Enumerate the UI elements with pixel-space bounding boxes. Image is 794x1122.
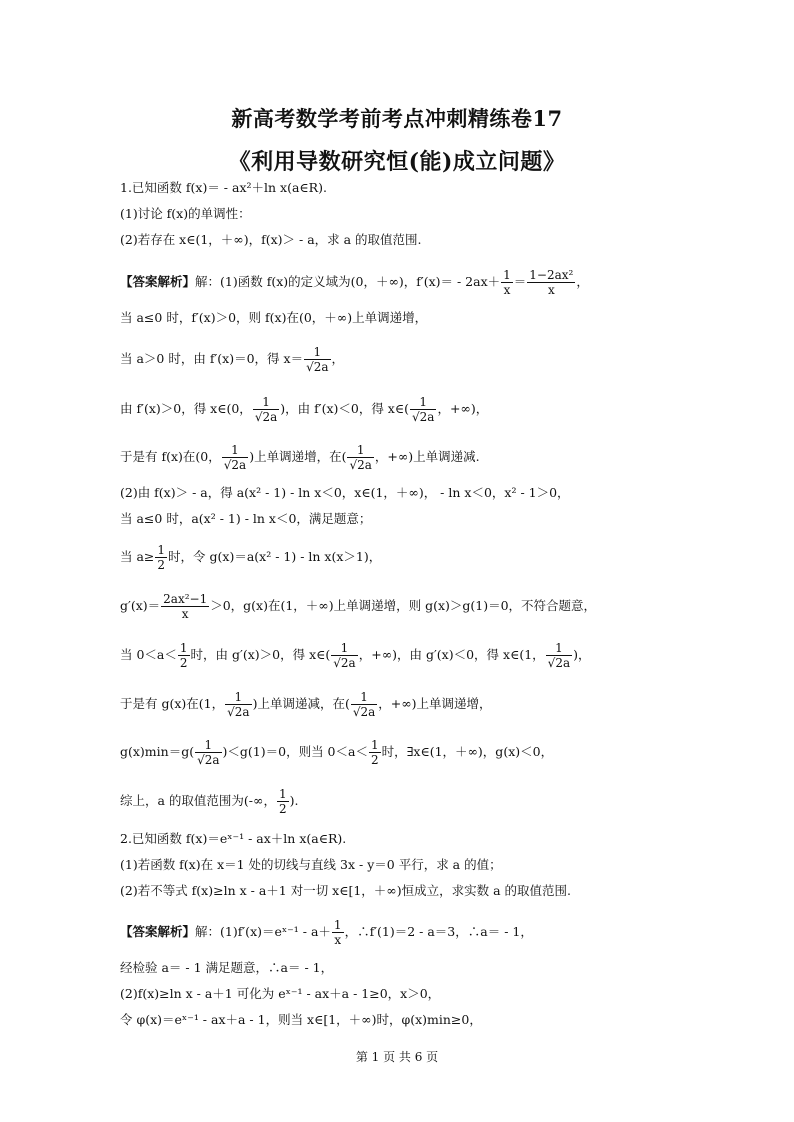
fraction: $\frac{\text{1−2ax²}}{x}$ <box>529 268 574 297</box>
fraction: $\frac{1}{√2a}$ <box>306 345 329 374</box>
q1-answer-line-9: g′(x)＝ $\frac{\text{2ax²−1}}{x}$ ＞0，g(x)在(1，＋∞)上单调递增，则 g(x)＞g(1)＝0，不符合题意， <box>120 592 597 621</box>
fraction: $\frac{1}{√2a}$ <box>547 641 571 670</box>
page-footer: 第 1 页 共 6 页 <box>355 1050 439 1064</box>
q1-answer-line-1: 【答案解析】解：(1)函数 f(x)的定义域为(0，＋∞)，f′(x)＝ - 2ax＋ $\frac{1}{x}$ ＝ $\frac{\text{1−2ax²}}{x}$ ， <box>120 268 589 297</box>
q2-answer-line-3: (2)f(x)≥ln x - a＋1 可化为 eˣ⁻¹ - ax＋a - 1≥0，x＞0， <box>120 986 441 1001</box>
fraction: $\frac{1}{√2a}$ <box>223 443 247 472</box>
page-subtitle: 《利用导数研究恒(能)成立问题》 <box>228 149 566 175</box>
q2-answer-line-2: 经检验 a＝ - 1 满足题意，∴a＝ - 1， <box>120 960 334 975</box>
fraction: $\frac{1}{2}$ <box>157 543 166 572</box>
q1-answer-line-3: 当 a＞0 时，由 f′(x)＝0，得 x＝ $\frac{1}{√2a}$ ， <box>120 345 345 374</box>
q2-answer-line-4: 令 φ(x)＝eˣ⁻¹ - ax＋a - 1，则当 x∈[1，＋∞)时，φ(x)min≥0， <box>120 1012 482 1027</box>
fraction: $\frac{1}{√2a}$ <box>333 641 356 670</box>
q1-answer-line-2: 当 a≤0 时，f′(x)＞0，则 f(x)在(0，＋∞)上单调递增， <box>120 310 428 325</box>
q1-answer-line-11: 于是有 g(x)在(1， $\frac{1}{√2a}$ )上单调递减，在( $\frac{1}{√2a}$ ，+∞)上单调递增， <box>120 690 492 719</box>
q1-answer-line-12: g(x)min＝g( $\frac{1}{√2a}$ )＜g(1)＝0，则当 0＜a＜ $\frac{1}{2}$ 时，∃x∈(1，＋∞)，g(x)＜0， <box>120 738 554 767</box>
q1-answer-line-7: 当 a≤0 时，a(x² - 1) - ln x＜0，满足题意； <box>120 511 372 526</box>
q1-answer-line-5: 于是有 f(x)在(0， $\frac{1}{√2a}$ )上单调递增，在( $\frac{1}{√2a}$ ，+∞)上单调递减. <box>120 443 480 472</box>
fraction: $\frac{1}{√2a}$ <box>227 690 250 719</box>
q1-stem: 1.已知函数 f(x)＝ - ax²＋ln x(a∈R). <box>120 180 327 195</box>
fraction: $\frac{1}{2}$ <box>370 738 379 767</box>
q1-part1: (1)讨论 f(x)的单调性： <box>120 206 251 221</box>
q2-stem: 2.已知函数 f(x)＝eˣ⁻¹ - ax＋ln x(a∈R). <box>120 831 347 846</box>
fraction: $\frac{1}{2}$ <box>278 787 287 816</box>
q2-part1: (1)若函数 f(x)在 x＝1 处的切线与直线 3x - y＝0 平行，求 a 的值； <box>120 857 502 872</box>
fraction: $\frac{1}{√2a}$ <box>254 395 278 424</box>
fraction: $\frac{1}{√2a}$ <box>197 738 220 767</box>
q2-answer-line-1: 【答案解析】解：(1)f′(x)＝eˣ⁻¹ - a＋ $\frac{1}{x}$ ，∴f′(1)＝2 - a＝3，∴a＝ - 1， <box>120 918 533 947</box>
fraction: $\frac{1}{x}$ <box>333 918 342 947</box>
q1-answer-line-10: 当 0＜a＜ $\frac{1}{2}$ 时，由 g′(x)＞0，得 x∈( $\frac{1}{√2a}$ ，+∞)，由 g′(x)＜0，得 x∈(1， $\frac{1}{√2a}$ )， <box>120 641 591 670</box>
answer-label: 【答案解析】 <box>120 274 196 289</box>
fraction: $\frac{1}{√2a}$ <box>349 443 372 472</box>
page-title: 新高考数学考前考点冲刺精练卷17 <box>231 106 563 131</box>
fraction: $\frac{1}{2}$ <box>179 641 188 670</box>
fraction: $\frac{\text{2ax²−1}}{x}$ <box>163 592 208 621</box>
fraction: $\frac{1}{x}$ <box>503 268 511 297</box>
answer-label: 【答案解析】 <box>120 924 196 939</box>
q1-answer-line-8: 当 a≥ $\frac{1}{2}$ 时，令 g(x)＝a(x² - 1) - ln x(x＞1)， <box>120 543 382 572</box>
q1-part2: (2)若存在 x∈(1，＋∞)，f(x)＞ - a，求 a 的取值范围. <box>120 232 422 247</box>
fraction: $\frac{1}{√2a}$ <box>352 690 376 719</box>
q2-part2: (2)若不等式 f(x)≥ln x - a＋1 对一切 x∈[1，＋∞)恒成立，求实数 a 的取值范围. <box>120 883 571 898</box>
q1-answer-line-4: 由 f′(x)＞0，得 x∈(0， $\frac{1}{√2a}$ )，由 f′(x)＜0，得 x∈( $\frac{1}{√2a}$ ，+∞)， <box>120 395 489 424</box>
q1-answer-line-6: (2)由 f(x)＞ - a，得 a(x² - 1) - ln x＜0，x∈(1，＋∞)， - ln x＜0，x² - 1＞0， <box>120 485 570 500</box>
fraction: $\frac{1}{√2a}$ <box>412 395 435 424</box>
q1-answer-line-13: 综上，a 的取值范围为(-∞， $\frac{1}{2}$ ). <box>120 787 299 816</box>
